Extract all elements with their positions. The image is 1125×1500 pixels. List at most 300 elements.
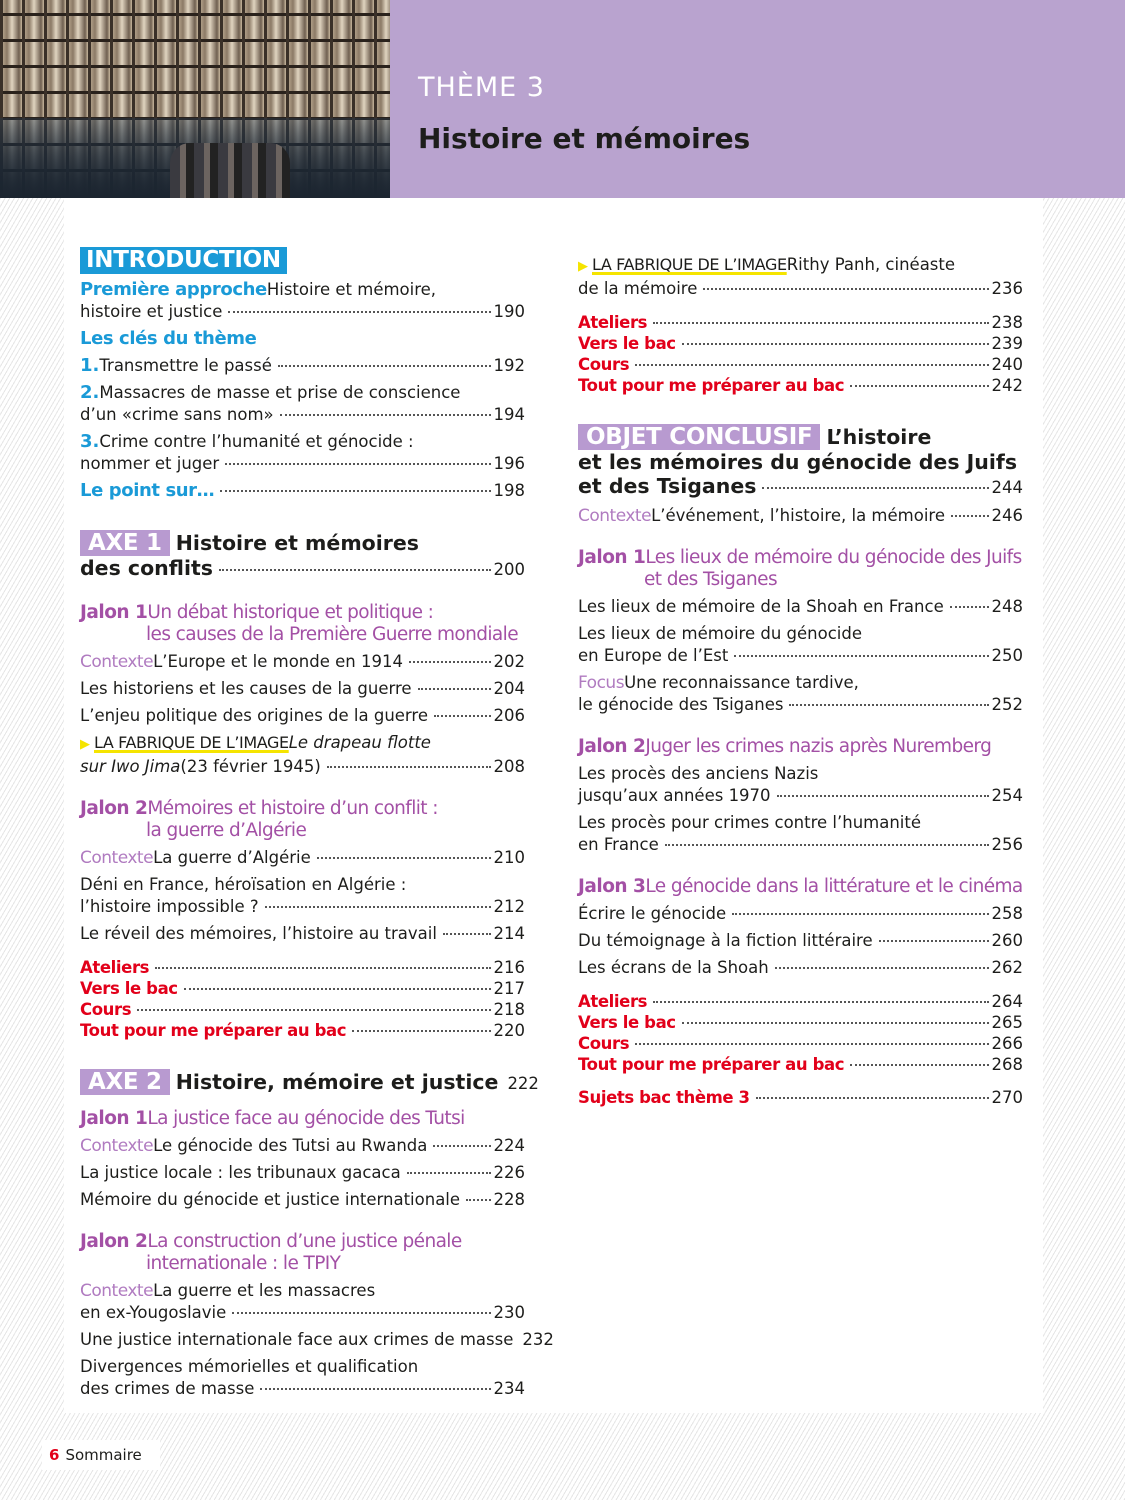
theme-title: Histoire et mémoires — [418, 122, 751, 155]
toc-text: Cours — [578, 355, 630, 374]
toc-group — [80, 1231, 554, 1400]
toc-column-left — [80, 242, 554, 1400]
toc-entry-line — [578, 672, 1023, 694]
toc-entry — [80, 247, 525, 274]
toc-text: en ex-Yougoslavie — [80, 1303, 227, 1322]
dot-leader — [703, 288, 988, 290]
toc-text: Cours — [80, 1000, 132, 1019]
toc-entry[interactable] — [80, 847, 525, 869]
toc-entry-line — [80, 247, 525, 274]
toc-entry-line — [80, 651, 525, 673]
toc-entry[interactable] — [80, 1162, 525, 1184]
dot-leader — [850, 385, 988, 387]
toc-entry[interactable] — [578, 596, 1023, 618]
toc-text: Crime contre l’humanité et génocide : — [99, 432, 414, 451]
toc-text: L’événement, l’histoire, la mémoire — [651, 506, 945, 525]
page-number[interactable]: 238 — [991, 313, 1023, 332]
page-number[interactable]: 236 — [991, 279, 1023, 298]
dot-leader — [225, 463, 490, 465]
toc-entry[interactable] — [80, 874, 525, 918]
toc-entry-line — [80, 328, 525, 350]
toc-entry-line — [80, 382, 525, 404]
toc-entry-line — [80, 1231, 525, 1253]
toc-text: Contexte — [80, 1136, 154, 1156]
section-label: INTRODUCTION — [80, 247, 287, 274]
dot-leader — [756, 1097, 989, 1099]
page-number[interactable]: 226 — [493, 1163, 525, 1182]
toc-text: Divergences mémorielles et qualification — [80, 1357, 419, 1376]
page-number[interactable]: 254 — [991, 786, 1023, 805]
toc-entry[interactable] — [80, 1135, 525, 1157]
toc-group — [80, 247, 525, 502]
toc-entry[interactable] — [578, 424, 1023, 500]
dot-leader — [278, 365, 491, 367]
dot-leader — [232, 1312, 490, 1314]
toc-text: Cours — [578, 1034, 630, 1053]
toc-entry-line — [80, 957, 525, 978]
toc-entry-line — [578, 312, 1023, 333]
toc-entry-line — [578, 957, 1023, 979]
toc-entry[interactable] — [80, 678, 525, 700]
toc-entry[interactable] — [578, 1054, 1023, 1075]
toc-text: L’enjeu politique des origines de la guerre — [80, 706, 428, 725]
toc-entry[interactable] — [578, 505, 1023, 527]
page-number[interactable]: 260 — [991, 931, 1023, 950]
toc-text: internationale : le TPIY — [146, 1253, 341, 1274]
toc-text: le génocide des Tsiganes — [578, 695, 784, 714]
page-number[interactable]: 262 — [991, 958, 1023, 977]
toc-entry[interactable] — [578, 333, 1023, 354]
toc-entry-line — [80, 480, 525, 502]
page-number[interactable]: 217 — [493, 979, 525, 998]
toc-group — [578, 312, 1023, 396]
page-number[interactable]: 244 — [991, 478, 1023, 497]
toc-entry[interactable] — [578, 812, 1023, 856]
toc-text: en France — [578, 835, 659, 854]
toc-text: Vers le bac — [578, 334, 676, 353]
page-number[interactable]: 270 — [991, 1088, 1023, 1107]
toc-text: Les procès des anciens Nazis — [578, 764, 819, 783]
toc-text: d’un «crime sans nom» — [80, 405, 274, 424]
toc-entry-line — [80, 896, 525, 918]
toc-entry — [80, 328, 525, 350]
toc-text: la guerre d’Algérie — [146, 820, 307, 841]
toc-text: La justice face au génocide des Tutsi — [147, 1108, 465, 1129]
toc-text: Rithy Panh, cinéaste — [786, 255, 956, 274]
toc-text: Le point sur… — [80, 480, 215, 501]
toc-text: L’histoire — [826, 425, 932, 449]
page-number[interactable]: 224 — [493, 1136, 525, 1155]
toc-text: Vers le bac — [80, 979, 178, 998]
toc-group — [578, 254, 1023, 300]
page-number[interactable]: 268 — [991, 1055, 1023, 1074]
dot-leader — [265, 906, 491, 908]
toc-text: les causes de la Première Guerre mondiale — [146, 624, 518, 645]
toc-entry — [80, 798, 525, 842]
toc-entry-line — [80, 431, 525, 453]
page-number[interactable]: 212 — [493, 897, 525, 916]
toc-text: nommer et juger — [80, 454, 220, 473]
toc-text: Histoire, mémoire et justice — [175, 1070, 499, 1094]
toc-entry[interactable] — [80, 480, 525, 502]
toc-text: de la mémoire — [578, 279, 698, 298]
toc-entry-line — [578, 930, 1023, 952]
toc-text: Juger les crimes nazis après Nuremberg — [645, 736, 992, 757]
dot-leader — [317, 857, 491, 859]
toc-text: Les clés du thème — [80, 328, 257, 349]
dot-leader — [682, 1022, 989, 1024]
toc-text: Sujets bac thème 3 — [578, 1088, 750, 1107]
page-number[interactable]: 206 — [493, 706, 525, 725]
section-label: AXE 1 — [80, 530, 170, 556]
page-number[interactable]: 232 — [522, 1330, 554, 1349]
toc-entry-line — [80, 1189, 525, 1211]
toc-entry-line — [80, 705, 525, 727]
toc-entry-line — [80, 453, 525, 475]
toc-entry-line — [578, 547, 1023, 569]
toc-entry[interactable] — [578, 1012, 1023, 1033]
dot-leader — [155, 967, 490, 969]
toc-text: en Europe de l’Est — [578, 646, 729, 665]
toc-text: L’Europe et le monde en 1914 — [153, 652, 403, 671]
toc-entry[interactable] — [80, 431, 525, 475]
toc-entry-line — [80, 978, 525, 999]
toc-text: Écrire le génocide — [578, 904, 727, 923]
toc-text: Jalon 2 — [80, 798, 148, 819]
toc-text: Contexte — [80, 1281, 154, 1301]
toc-entry[interactable] — [578, 957, 1023, 979]
toc-entry-line — [578, 1054, 1023, 1075]
dot-leader — [775, 967, 989, 969]
toc-text: histoire et justice — [80, 302, 223, 321]
toc-entry-line — [80, 624, 525, 646]
dot-leader — [327, 766, 491, 768]
toc-entry — [80, 1108, 525, 1130]
toc-entry-line — [80, 874, 525, 896]
dot-leader — [280, 414, 491, 416]
toc-entry-line — [80, 602, 525, 624]
dot-leader — [433, 1145, 490, 1147]
toc-entry[interactable] — [578, 1033, 1023, 1054]
toc-entry[interactable] — [80, 1329, 554, 1351]
toc-text: Ateliers — [80, 958, 150, 977]
theme-number: THÈME 3 — [418, 72, 545, 103]
toc-text: Jalon 1 — [80, 1108, 148, 1129]
toc-text: des crimes de masse — [80, 1379, 255, 1398]
toc-text: 3. — [80, 431, 100, 452]
toc-entry-line — [578, 424, 1023, 450]
toc-entry-line — [80, 820, 525, 842]
toc-entry[interactable] — [80, 957, 525, 978]
dot-leader — [879, 940, 989, 942]
toc-entry[interactable] — [80, 1189, 525, 1211]
toc-text: Vers le bac — [578, 1013, 676, 1032]
toc-entry[interactable] — [578, 312, 1023, 333]
toc-entry-line — [80, 301, 525, 323]
toc-text: Tout pour me préparer au bac — [578, 376, 845, 395]
dot-leader — [260, 1388, 490, 1390]
toc-entry-line — [80, 1108, 525, 1130]
toc-entry[interactable] — [578, 354, 1023, 375]
toc-text: LA FABRIQUE DE L’IMAGE — [94, 733, 289, 752]
toc-text: Le drapeau flotte — [288, 733, 431, 752]
toc-text: des conflits — [80, 556, 213, 580]
toc-group — [578, 547, 1023, 716]
toc-entry[interactable] — [80, 1280, 525, 1324]
toc-text: Une justice internationale face aux crimes de masse — [80, 1330, 514, 1349]
toc-entry[interactable] — [80, 999, 525, 1020]
page-number[interactable]: 265 — [991, 1013, 1023, 1032]
page-number[interactable]: 264 — [991, 992, 1023, 1011]
toc-text: Tout pour me préparer au bac — [578, 1055, 845, 1074]
page-footer — [42, 1440, 160, 1470]
toc-entry-line — [578, 569, 1023, 591]
toc-entry[interactable] — [80, 382, 525, 426]
toc-entry-line — [578, 785, 1023, 807]
toc-entry[interactable] — [578, 991, 1023, 1012]
dot-leader — [228, 311, 490, 313]
page-number[interactable]: 218 — [493, 1000, 525, 1019]
toc-text: La justice locale : les tribunaux gacaca — [80, 1163, 401, 1182]
page-number[interactable]: 256 — [991, 835, 1023, 854]
dot-leader — [732, 913, 988, 915]
toc-text: Contexte — [80, 652, 154, 672]
toc-text: La construction d’une justice pénale — [147, 1231, 462, 1252]
toc-entry[interactable] — [578, 763, 1023, 807]
toc-text: Jalon 2 — [80, 1231, 148, 1252]
toc-entry — [578, 736, 1023, 758]
toc-text: Le génocide dans la littérature et le cinéma — [645, 876, 1023, 897]
page-number[interactable]: 216 — [493, 958, 525, 977]
dot-leader — [653, 1001, 988, 1003]
toc-entry-line — [578, 991, 1023, 1012]
toc-group — [578, 991, 1023, 1075]
page-number[interactable]: 258 — [991, 904, 1023, 923]
toc-text: et des Tsiganes — [644, 569, 778, 590]
toc-entry-line — [578, 354, 1023, 375]
toc-group — [80, 957, 525, 1041]
toc-entry-line — [578, 834, 1023, 856]
toc-text: jusqu’aux années 1970 — [578, 786, 771, 805]
toc-text: Une reconnaissance tardive, — [624, 673, 859, 692]
page-number[interactable]: 228 — [493, 1190, 525, 1209]
toc-text: sur Iwo Jima — [80, 757, 181, 776]
toc-text: Les lieux de mémoire du génocide — [578, 624, 862, 643]
page-number[interactable]: 230 — [493, 1303, 525, 1322]
dot-leader — [734, 655, 988, 657]
dot-leader — [443, 933, 491, 935]
dot-leader — [635, 364, 988, 366]
toc-entry-line — [578, 812, 1023, 834]
toc-text: 1. — [80, 355, 100, 376]
toc-entry[interactable] — [578, 930, 1023, 952]
toc-text: Du témoignage à la fiction littéraire — [578, 931, 873, 950]
toc-text: Jalon 3 — [578, 876, 646, 897]
toc-entry-line — [80, 1280, 525, 1302]
toc-text: Massacres de masse et prise de conscience — [99, 383, 461, 402]
toc-entry-line — [80, 279, 525, 301]
page-number[interactable]: 246 — [991, 506, 1023, 525]
dot-leader — [653, 322, 988, 324]
toc-entry-line — [80, 847, 525, 869]
toc-text: Focus — [578, 673, 625, 693]
page-number[interactable]: 194 — [493, 405, 525, 424]
toc-entry[interactable] — [80, 732, 525, 778]
toc-entry[interactable] — [578, 1087, 1023, 1109]
toc-entry-line — [578, 1087, 1023, 1109]
toc-entry[interactable] — [80, 1069, 539, 1096]
toc-entry-line — [578, 876, 1023, 898]
toc-entry[interactable] — [80, 705, 525, 727]
page-number[interactable]: 220 — [493, 1021, 525, 1040]
toc-entry-line — [80, 1020, 525, 1041]
toc-entry-line — [80, 1162, 525, 1184]
page-number[interactable]: 208 — [493, 757, 525, 776]
toc-text: Ateliers — [578, 313, 648, 332]
toc-entry-line — [578, 763, 1023, 785]
toc-text: Les écrans de la Shoah — [578, 958, 769, 977]
toc-entry — [80, 602, 525, 646]
toc-entry-line — [80, 1302, 525, 1324]
toc-entry[interactable] — [578, 672, 1023, 716]
dot-leader — [665, 844, 989, 846]
toc-text: Le génocide des Tutsi au Rwanda — [153, 1136, 428, 1155]
toc-entry[interactable] — [80, 1020, 525, 1041]
toc-entry[interactable] — [80, 978, 525, 999]
toc-entry-line — [578, 736, 1023, 758]
toc-text: Première approche — [80, 279, 267, 300]
toc-entry-line — [578, 278, 1023, 300]
page-number[interactable]: 240 — [991, 355, 1023, 374]
toc-entry — [578, 876, 1023, 898]
toc-entry-line — [578, 450, 1023, 474]
toc-text: Jalon 2 — [578, 736, 646, 757]
toc-entry — [80, 1231, 525, 1275]
toc-text: Les lieux de mémoire de la Shoah en France — [578, 597, 944, 616]
page-number[interactable]: 239 — [991, 334, 1023, 353]
page-number[interactable]: 200 — [493, 560, 525, 579]
toc-entry-line — [80, 756, 525, 778]
toc-text: Contexte — [80, 848, 154, 868]
toc-entry-line — [80, 530, 525, 556]
toc-text: Le réveil des mémoires, l’histoire au travail — [80, 924, 437, 943]
toc-entry[interactable] — [578, 375, 1023, 396]
toc-entry-line — [80, 404, 525, 426]
page-number[interactable]: 242 — [991, 376, 1023, 395]
toc-entry-line — [80, 1135, 525, 1157]
toc-entry[interactable] — [80, 651, 525, 673]
page-number[interactable]: 196 — [493, 454, 525, 473]
toc-entry-line — [80, 732, 525, 756]
dot-leader — [220, 490, 490, 492]
page-number[interactable]: 222 — [507, 1074, 539, 1093]
toc-text: Contexte — [578, 506, 652, 526]
page-number[interactable]: 266 — [991, 1034, 1023, 1053]
dot-leader — [434, 715, 491, 717]
dot-leader — [682, 343, 989, 345]
page-number[interactable]: 250 — [991, 646, 1023, 665]
header-photo — [0, 0, 390, 198]
toc-group — [80, 1108, 525, 1211]
toc-group — [578, 736, 1023, 856]
page-number[interactable]: 204 — [493, 679, 525, 698]
toc-entry-line — [578, 254, 1023, 278]
triangle-icon: ▶ — [578, 259, 588, 274]
toc-entry[interactable] — [578, 254, 1023, 300]
page-number[interactable]: 198 — [493, 481, 525, 500]
dot-leader — [951, 515, 989, 517]
toc-entry[interactable] — [80, 530, 525, 582]
toc-entry-line — [578, 623, 1023, 645]
toc-text: Jalon 1 — [578, 547, 646, 568]
toc-entry[interactable] — [80, 923, 525, 945]
toc-text: et les mémoires du génocide des Juifs — [578, 450, 1018, 474]
toc-text: Les historiens et les causes de la guerre — [80, 679, 412, 698]
toc-text: Les lieux de mémoire du génocide des Juifs — [645, 547, 1022, 568]
page-number[interactable]: 202 — [493, 652, 525, 671]
page-number[interactable]: 190 — [493, 302, 525, 321]
toc-entry-line — [578, 645, 1023, 667]
toc-group — [578, 876, 1023, 979]
toc-entry[interactable] — [80, 1356, 525, 1400]
toc-entry-line — [80, 678, 525, 700]
toc-entry[interactable] — [80, 355, 525, 377]
toc-entry-line — [578, 1033, 1023, 1054]
dot-leader — [762, 487, 988, 489]
toc-group — [578, 1087, 1023, 1109]
toc-group — [80, 1069, 539, 1096]
toc-text: Histoire et mémoire, — [266, 280, 437, 299]
dot-leader — [418, 688, 491, 690]
toc-entry-line — [80, 1253, 525, 1275]
toc-entry-line — [578, 375, 1023, 396]
toc-entry-line — [80, 798, 525, 820]
toc-group — [80, 602, 525, 778]
dot-leader — [635, 1043, 988, 1045]
toc-text: LA FABRIQUE DE L’IMAGE — [592, 255, 787, 274]
toc-entry-line — [80, 1378, 525, 1400]
dot-leader — [184, 988, 491, 990]
toc-text: Histoire et mémoires — [175, 531, 420, 555]
toc-entry-line — [578, 474, 1023, 500]
page-number[interactable]: 210 — [493, 848, 525, 867]
dot-leader — [777, 795, 989, 797]
toc-entry[interactable] — [80, 279, 525, 323]
page-number[interactable]: 192 — [493, 356, 525, 375]
page-number: 6 — [49, 1446, 60, 1464]
toc-text: 2. — [80, 382, 100, 403]
toc-group — [80, 530, 525, 582]
footer-label: Sommaire — [65, 1446, 142, 1464]
page-number[interactable]: 248 — [991, 597, 1023, 616]
toc-column-right — [578, 249, 1023, 1109]
toc-entry-line — [578, 505, 1023, 527]
page-number[interactable]: 214 — [493, 924, 525, 943]
page-number[interactable]: 252 — [991, 695, 1023, 714]
section-label: OBJET CONCLUSIF — [578, 424, 820, 450]
toc-entry-line — [80, 1069, 539, 1096]
dot-leader — [352, 1030, 490, 1032]
toc-entry[interactable] — [578, 903, 1023, 925]
toc-entry[interactable] — [578, 623, 1023, 667]
toc-entry-line — [80, 556, 525, 582]
dot-leader — [219, 569, 491, 571]
toc-entry-line — [80, 1356, 525, 1378]
dot-leader — [409, 661, 491, 663]
page-number[interactable]: 234 — [493, 1379, 525, 1398]
toc-text: (23 février 1945) — [180, 757, 321, 776]
toc-entry-line — [578, 903, 1023, 925]
